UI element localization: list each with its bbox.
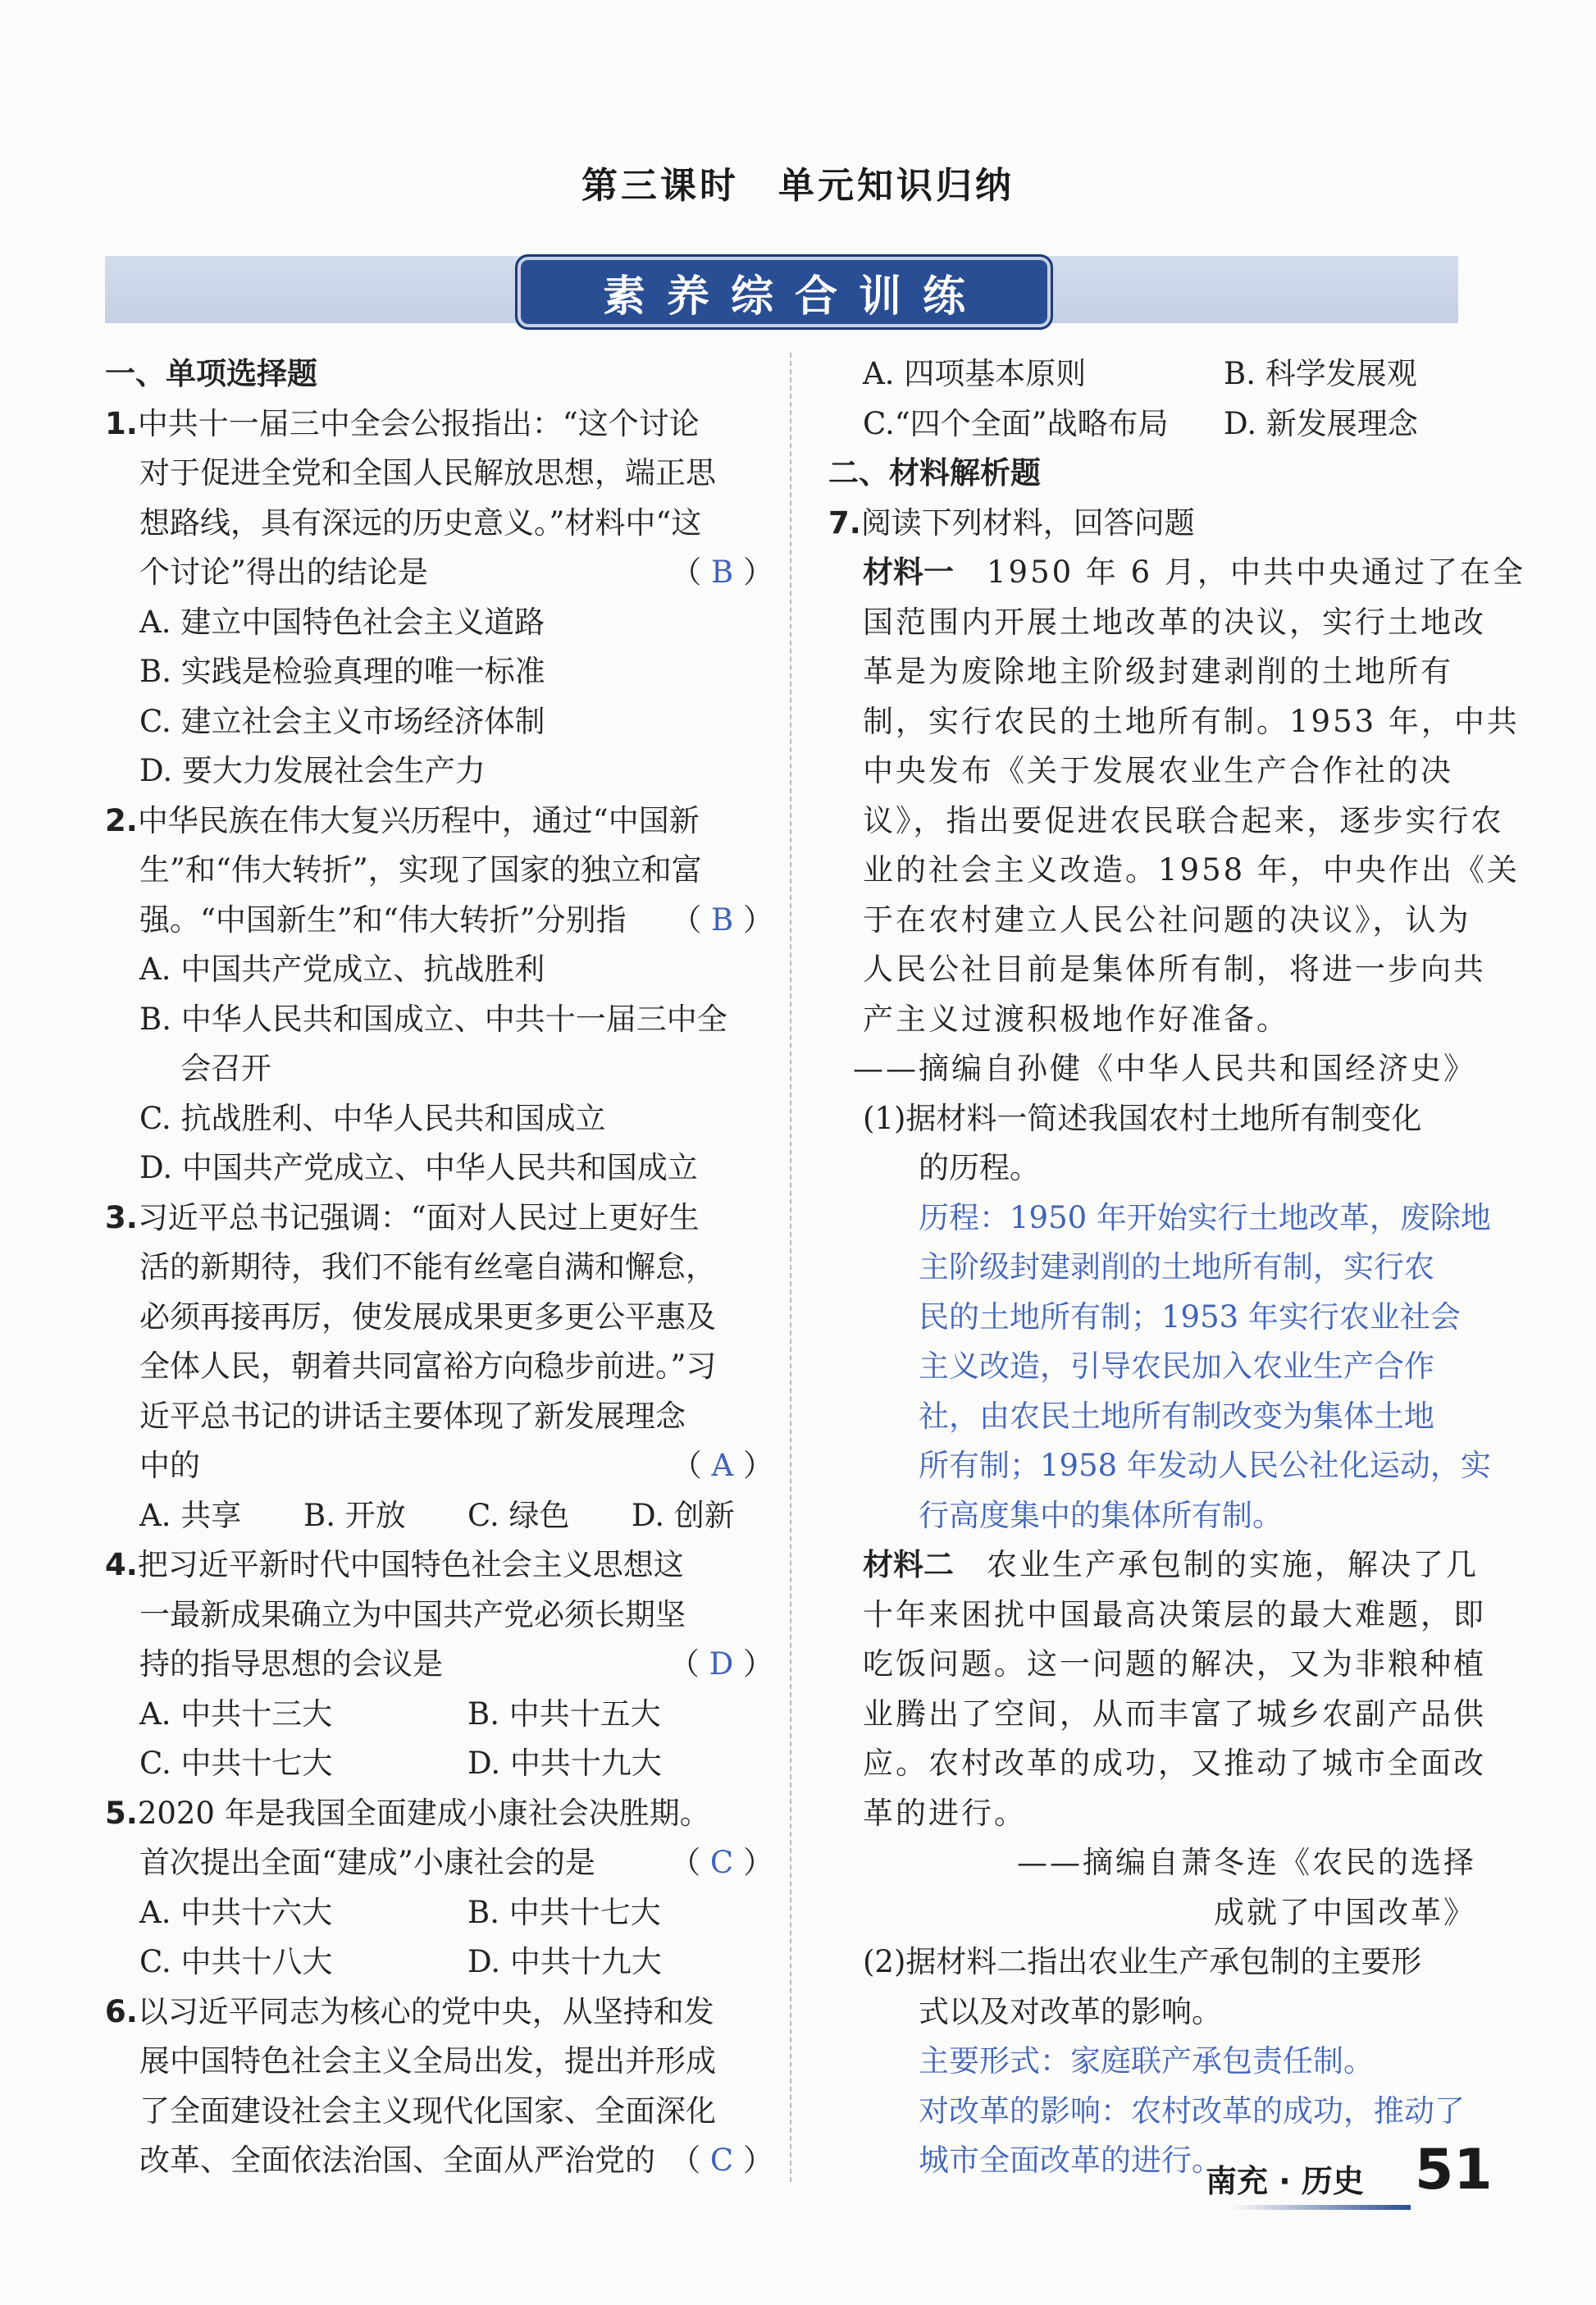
- question-number: 5.: [105, 1795, 138, 1831]
- footer-label: 南充 · 历史: [1206, 2163, 1364, 2199]
- material-text: 中央发布《关于发展农业生产合作社的决: [863, 753, 1453, 788]
- option-row: [105, 1690, 773, 1740]
- material-label: 材料一: [863, 555, 954, 590]
- question-text: 持的指导思想的会议是: [139, 1646, 443, 1682]
- section-heading: 二、材料解析题: [828, 455, 1041, 491]
- answer-letter: C: [709, 2143, 734, 2178]
- material-text: 1950 年 6 月，中共中央通过了在全: [954, 555, 1525, 590]
- answer-text: 历程：1950 年开始实行土地改革，废除地: [919, 1199, 1491, 1235]
- section-banner: [515, 254, 1053, 330]
- option: A. 中共十三大: [139, 1696, 333, 1732]
- question-text: 全体人民，朝着共同富裕方向稳步前进。”习: [139, 1349, 717, 1384]
- option: B. 中共十七大: [467, 1894, 661, 1930]
- material-text: 吃饭问题。这一问题的解决，又为非粮种植: [863, 1646, 1486, 1682]
- question-text: 了全面建设社会主义现代化国家、全面深化: [139, 2093, 716, 2129]
- question-number: 7.: [828, 504, 861, 541]
- option: 会召开: [180, 1051, 271, 1086]
- material-text: 产主义过渡积极地作好准备。: [863, 1001, 1289, 1037]
- option: C. 建立社会主义市场经济体制: [139, 703, 545, 739]
- material-text: 国范围内开展土地改革的决议，实行土地改: [863, 604, 1486, 640]
- question-text: 中的: [139, 1448, 200, 1483]
- question-number: 1.: [105, 405, 138, 441]
- answer-letter: C: [709, 1845, 734, 1880]
- option-row: [105, 1938, 773, 1988]
- question-text: 活的新期待，我们不能有丝毫自满和懈怠，: [139, 1249, 716, 1285]
- option: D. 要大力发展社会生产力: [139, 753, 486, 788]
- option: B. 实践是检验真理的唯一标准: [139, 654, 545, 689]
- question-5: [105, 1789, 773, 1988]
- question-text: 强。“中国新生”和“伟大转折”分别指: [139, 901, 627, 938]
- question-2: [105, 796, 773, 1194]
- banner-text: 素养综合训练: [602, 272, 987, 322]
- sub-question-1: [828, 1094, 1491, 1541]
- question-text: (2)据材料二指出农业生产承包制的主要形: [863, 1944, 1422, 1979]
- option: B. 中共十五大: [467, 1696, 661, 1732]
- question-text: 近平总书记的讲话主要体现了新发展理念: [139, 1398, 686, 1434]
- question-text: 展中国特色社会主义全局出发，提出并形成: [139, 2043, 716, 2079]
- question-number: 3.: [105, 1199, 138, 1235]
- question-text: 以习近平同志为核心的党中央，从坚持和发: [137, 1993, 714, 2029]
- material-label: 材料二: [863, 1547, 954, 1582]
- question-text: 式以及对改革的影响。: [919, 1993, 1222, 2029]
- option: B. 开放: [303, 1497, 406, 1533]
- section-heading: 一、单项选择题: [105, 356, 317, 391]
- material-2: [828, 1540, 1486, 1938]
- material-source: 成就了中国改革》: [1214, 1894, 1476, 1930]
- question-3: [105, 1194, 773, 1541]
- answer-slot: （ C ）: [670, 2143, 773, 2178]
- question-text: 改革、全面依法治国、全面从严治党的: [139, 2143, 655, 2178]
- question-text: 中华民族在伟大复兴历程中，通过“中国新: [137, 802, 700, 838]
- page-number: 51: [1415, 2138, 1493, 2202]
- option: A. 建立中国特色社会主义道路: [139, 604, 545, 640]
- question-text: 生”和“伟大转折”，实现了国家的独立和富: [139, 852, 702, 888]
- option: D. 中共十九大: [467, 1746, 662, 1781]
- option: A. 中共十六大: [139, 1894, 333, 1930]
- question-1: [105, 399, 773, 796]
- option-row: [105, 1491, 773, 1541]
- option: D. 中国共产党成立、中华人民共和国成立: [139, 1150, 698, 1185]
- material-text: 议》，指出要促进农民联合起来，逐步实行农: [863, 802, 1504, 838]
- question-text: 必须再接再厉，使发展成果更多更公平惠及: [139, 1299, 716, 1335]
- option: C. 中共十八大: [139, 1944, 333, 1979]
- question-text: 习近平总书记强调：“面对人民过上更好生: [137, 1199, 700, 1235]
- option: B. 科学发展观: [1224, 356, 1417, 391]
- material-text: 制，实行农民的土地所有制。1953 年，中共: [863, 703, 1520, 739]
- answer-text: 民的土地所有制；1953 年实行农业社会: [919, 1299, 1461, 1335]
- option: C. 中共十七大: [139, 1746, 333, 1781]
- option-row: [828, 349, 1476, 399]
- answer-letter: B: [711, 555, 734, 590]
- option: A. 中国共产党成立、抗战胜利: [139, 952, 545, 987]
- answer-text: 主义改造，引导农民加入农业生产合作: [919, 1349, 1434, 1384]
- material-text: 于在农村建立人民公社问题的决议》，认为: [863, 901, 1471, 938]
- sub-question-2: [828, 1938, 1476, 2186]
- material-text: 业腾出了空间，从而丰富了城乡农副产品供: [863, 1696, 1486, 1732]
- answer-letter: B: [711, 901, 734, 938]
- material-text: 革是为废除地主阶级封建剥削的土地所有: [863, 654, 1453, 689]
- question-number: 4.: [105, 1547, 138, 1582]
- option: C. 抗战胜利、中华人民共和国成立: [139, 1100, 606, 1136]
- question-text: 一最新成果确立为中国共产党必须长期坚: [139, 1596, 686, 1632]
- option: A. 四项基本原则: [863, 356, 1087, 391]
- question-text: 的历程。: [919, 1150, 1040, 1185]
- question-number: 2.: [105, 802, 138, 838]
- question-number: 6.: [105, 1993, 138, 2029]
- answer-text: 城市全面改革的进行。: [919, 2143, 1222, 2178]
- material-text: 业的社会主义改造。1958 年，中央作出《关: [863, 852, 1520, 888]
- question-text: 中共十一届三中全会公报指出：“这个讨论: [137, 405, 700, 441]
- answer-slot: （ C ）: [670, 1845, 773, 1880]
- material-text: 人民公社目前是集体所有制，将进一步向共: [863, 952, 1486, 987]
- answer-text: 主要形式：家庭联产承包责任制。: [919, 2043, 1374, 2079]
- question-4: [105, 1540, 773, 1789]
- question-text: 阅读下列材料，回答问题: [860, 504, 1195, 541]
- left-column: [105, 349, 773, 2186]
- answer-text: 所有制；1958 年发动人民公社化运动，实: [919, 1448, 1491, 1483]
- answer-letter: A: [711, 1448, 734, 1483]
- answer-text: 行高度集中的集体所有制。: [919, 1497, 1283, 1533]
- column-divider: [790, 353, 791, 2182]
- question-text: 想路线，具有深远的历史意义。”材料中“这: [139, 504, 702, 541]
- material-1: [828, 548, 1525, 1094]
- material-text: 十年来困扰中国最高决策层的最大难题，即: [863, 1596, 1486, 1632]
- answer-text: 对改革的影响：农村改革的成功，推动了: [919, 2093, 1465, 2129]
- option: C. 绿色: [467, 1497, 570, 1533]
- answer-text: 社，由农民土地所有制改变为集体土地: [919, 1398, 1434, 1434]
- option: C.“四个全面”战略布局: [863, 405, 1169, 441]
- material-text: 革的进行。: [863, 1795, 1027, 1831]
- question-text: 对于促进全党和全国人民解放思想，端正思: [139, 455, 716, 491]
- option: D. 中共十九大: [467, 1944, 662, 1979]
- answer-letter: D: [709, 1646, 734, 1682]
- right-column: [828, 349, 1525, 2186]
- answer-slot: （ D ）: [668, 1646, 773, 1682]
- material-source: ——摘编自萧冬连《农民的选择: [1017, 1845, 1476, 1880]
- option: B. 中华人民共和国成立、中共十一届三中全: [139, 1001, 727, 1037]
- answer-slot: （ A ）: [671, 1448, 773, 1483]
- question-6: [105, 1988, 773, 2186]
- answer-slot: （ B ）: [671, 901, 773, 938]
- question-text: 把习近平新时代中国特色社会主义思想这: [137, 1547, 684, 1582]
- question-text: 首次提出全面“建成”小康社会的是: [139, 1845, 595, 1880]
- lesson-title: 第三课时 单元知识归纳: [581, 165, 1015, 207]
- option-row: [105, 1888, 773, 1938]
- option-row: [828, 399, 1476, 450]
- option-row: [105, 1739, 773, 1789]
- option: D. 新发展理念: [1224, 405, 1418, 441]
- option: D. 创新: [632, 1497, 735, 1533]
- question-text: (1)据材料一简述我国农村土地所有制变化: [863, 1100, 1422, 1136]
- option: A. 共享: [139, 1497, 242, 1533]
- question-text: 2020 年是我国全面建成小康社会决胜期。: [137, 1795, 710, 1831]
- answer-slot: （ B ）: [671, 555, 773, 590]
- material-source: ——摘编自孙健《中华人民共和国经济史》: [853, 1051, 1476, 1086]
- footer-underline: [1230, 2205, 1411, 2210]
- material-text: 农业生产承包制的实施，解决了几: [954, 1547, 1479, 1582]
- material-text: 应。农村改革的成功，又推动了城市全面改: [863, 1746, 1486, 1781]
- question-text: 个讨论”得出的结论是: [139, 555, 428, 590]
- answer-text: 主阶级封建剥削的土地所有制，实行农: [919, 1249, 1434, 1285]
